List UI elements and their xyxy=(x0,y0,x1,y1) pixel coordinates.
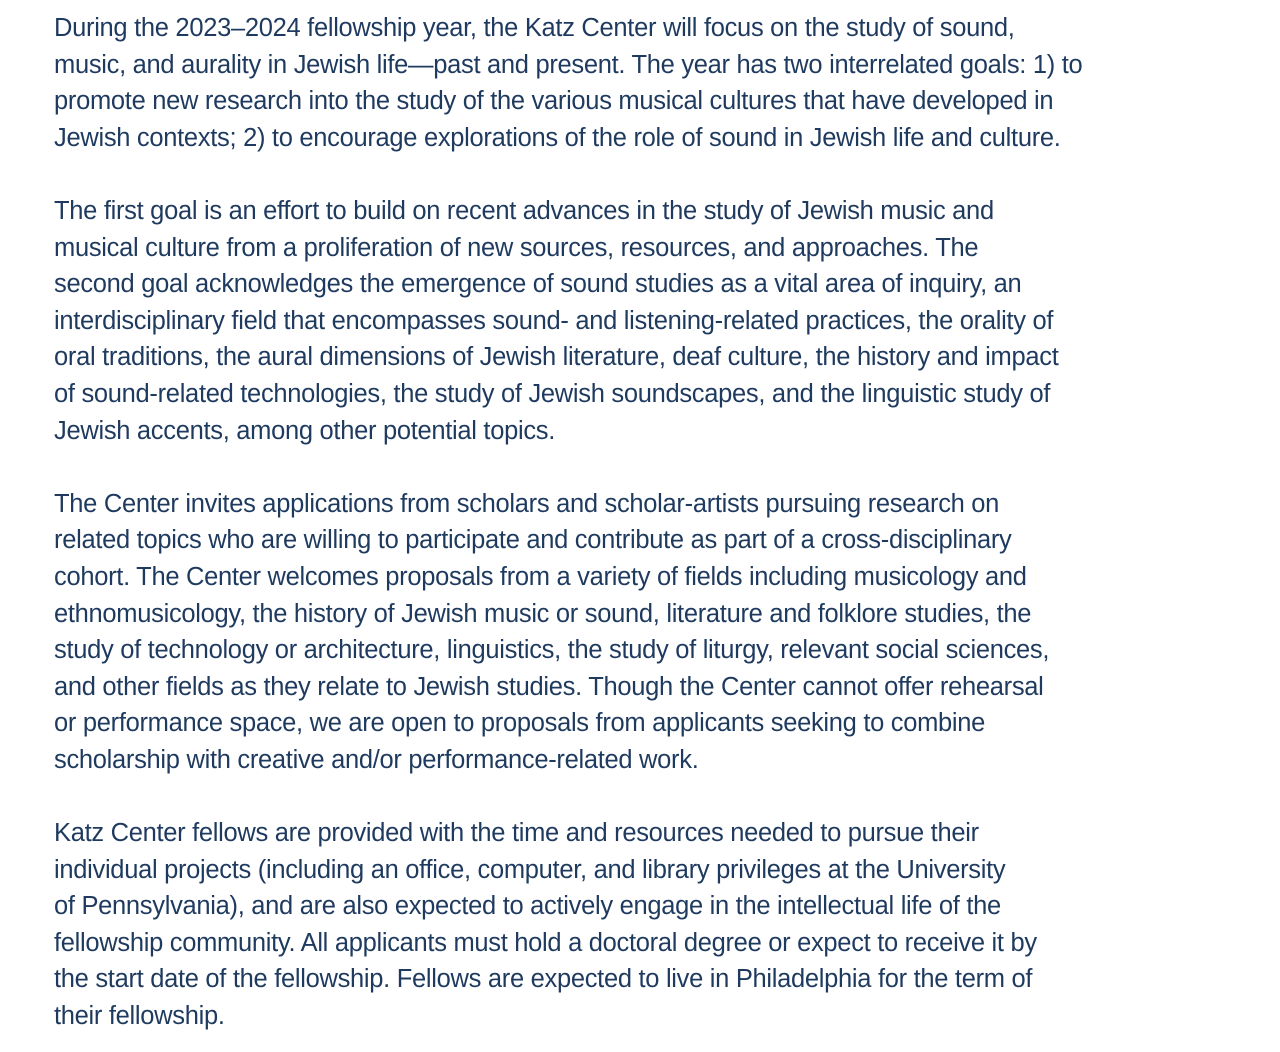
text-line: Katz Center fellows are provided with the time and resources needed to pursue their xyxy=(54,819,979,848)
text-line: related topics who are willing to participate and contribute as part of a cross-disciplinary xyxy=(54,526,1012,555)
text-line: of Pennsylvania), and are also expected to actively engage in the intellectual life of the xyxy=(54,892,1001,921)
paragraph-goal-details xyxy=(54,193,1254,449)
text-line: promote new research into the study of the various musical cultures that have developed in xyxy=(54,87,1054,116)
text-line: fellowship community. All applicants must hold a doctoral degree or expect to receive it by xyxy=(54,928,1037,957)
text-line: scholarship with creative and/or performance-related work. xyxy=(54,745,699,774)
text-line: Jewish contexts; 2) to encourage explorations of the role of sound in Jewish life and culture. xyxy=(54,123,1061,152)
text-line: musical culture from a proliferation of new sources, resources, and approaches. The xyxy=(54,233,979,262)
paragraph-applications xyxy=(54,486,1254,779)
text-line: or performance space, we are open to proposals from applicants seeking to combine xyxy=(54,709,986,738)
text-line: of sound-related technologies, the study of Jewish soundscapes, and the linguistic study of xyxy=(54,379,1051,408)
paragraph-focus-and-goals xyxy=(54,10,1254,156)
text-line: music, and aurality in Jewish life—past and present. The year has two interrelated goals: 1) to xyxy=(54,50,1083,79)
text-line: second goal acknowledges the emergence of sound studies as a vital area of inquiry, an xyxy=(54,270,1022,299)
text-line: study of technology or architecture, linguistics, the study of liturgy, relevant social sciences, xyxy=(54,636,1050,665)
text-line: During the 2023–2024 fellowship year, the Katz Center will focus on the study of sound, xyxy=(54,14,1015,42)
text-line: the start date of the fellowship. Fellows are expected to live in Philadelphia for the term of xyxy=(54,965,1033,994)
text-line: ethnomusicology, the history of Jewish music or sound, literature and folklore studies, the xyxy=(54,599,1032,628)
text-line: oral traditions, the aural dimensions of Jewish literature, deaf culture, the history and impact xyxy=(54,343,1059,372)
text-line: their fellowship. xyxy=(54,1002,225,1031)
text-line: Jewish accents, among other potential topics. xyxy=(54,416,556,445)
text-line: interdisciplinary field that encompasses sound- and listening-related practices, the orality of xyxy=(54,306,1054,335)
text-line: individual projects (including an office, computer, and library privileges at the University xyxy=(54,855,1006,884)
text-line: and other fields as they relate to Jewish studies. Though the Center cannot offer rehearsal xyxy=(54,672,1044,701)
text-line: The Center invites applications from scholars and scholar-artists pursuing research on xyxy=(54,489,1000,518)
fellowship-description xyxy=(54,10,1254,1035)
text-line: The first goal is an effort to build on recent advances in the study of Jewish music and xyxy=(54,196,994,225)
text-line: cohort. The Center welcomes proposals from a variety of fields including musicology and xyxy=(54,562,1027,591)
paragraph-fellow-resources xyxy=(54,815,1254,1035)
